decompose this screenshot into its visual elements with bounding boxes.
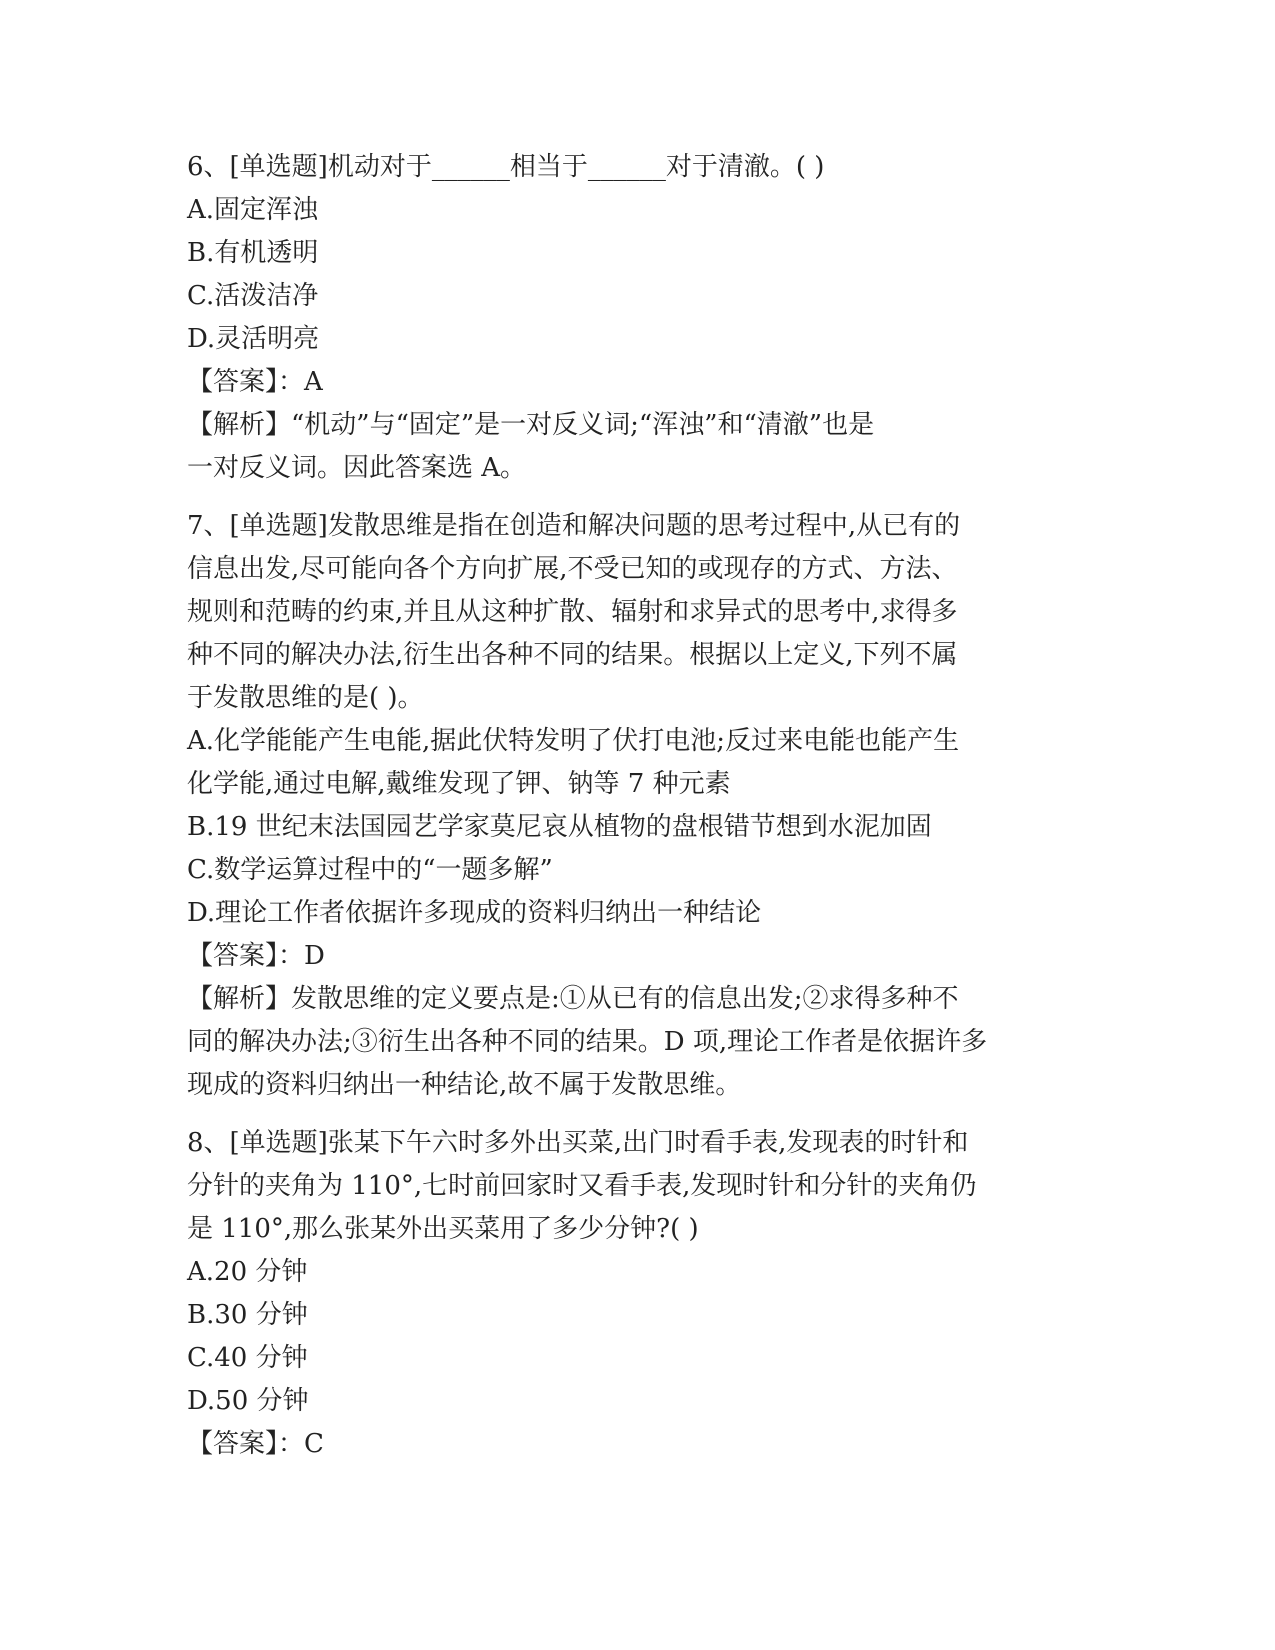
question-stem-line: 规则和范畴的约束,并且从这种扩散、辐射和求异式的思考中,求得多: [187, 597, 958, 627]
option-c: C.40 分钟: [187, 1343, 308, 1373]
question-stem-line: 于发散思维的是( )。: [187, 683, 424, 713]
option-a: A.固定浑浊: [187, 195, 319, 225]
option-d: D.理论工作者依据许多现成的资料归纳出一种结论: [187, 898, 762, 928]
question-stem: 6、[单选题]机动对于______相当于______对于清澈。( ): [187, 152, 825, 182]
answer: 【答案】：D: [187, 941, 325, 971]
option-a-continued: 化学能,通过电解,戴维发现了钾、钠等 7 种元素: [187, 769, 731, 799]
question-stem-line: 是 110°,那么张某外出买菜用了多少分钟?( ): [187, 1214, 699, 1244]
question-stem-line: 8、[单选题]张某下午六时多外出买菜,出门时看手表,发现表的时针和: [187, 1128, 969, 1158]
option-b: B.有机透明: [187, 238, 319, 268]
option-a: A.20 分钟: [187, 1257, 308, 1287]
answer: 【答案】：C: [187, 1429, 324, 1459]
option-c: C.数学运算过程中的“一题多解”: [187, 855, 553, 885]
document-page: [187, 146, 1092, 1481]
option-a: A.化学能能产生电能,据此伏特发明了伏打电池;反过来电能也能产生: [187, 726, 960, 756]
option-d: D.50 分钟: [187, 1386, 309, 1416]
question-stem-line: 分针的夹角为 110°,七时前回家时又看手表,发现时针和分针的夹角仍: [187, 1171, 977, 1201]
question-7: [187, 505, 1092, 1107]
option-b: B.19 世纪末法国园艺学家莫尼哀从植物的盘根错节想到水泥加固: [187, 812, 932, 842]
option-c: C.活泼洁净: [187, 281, 319, 311]
analysis-line: 现成的资料归纳出一种结论,故不属于发散思维。: [187, 1070, 742, 1100]
analysis-line: 同的解决办法;③衍生出各种不同的结果。D 项,理论工作者是依据许多: [187, 1027, 988, 1057]
analysis-line: 一对反义词。因此答案选 A。: [187, 453, 527, 483]
option-d: D.灵活明亮: [187, 324, 320, 354]
question-stem-line: 种不同的解决办法,衍生出各种不同的结果。根据以上定义,下列不属: [187, 640, 958, 670]
analysis-line: 【解析】“机动”与“固定”是一对反义词;“浑浊”和“清澈”也是: [187, 410, 875, 440]
question-stem-line: 信息出发,尽可能向各个方向扩展,不受已知的或现存的方式、方法、: [187, 554, 958, 584]
analysis-line: 【解析】发散思维的定义要点是:①从已有的信息出发;②求得多种不: [187, 984, 959, 1014]
question-stem-line: 7、[单选题]发散思维是指在创造和解决问题的思考过程中,从已有的: [187, 511, 961, 541]
answer: 【答案】：A: [187, 367, 323, 397]
question-6: [187, 146, 1092, 490]
question-8: [187, 1122, 1092, 1466]
option-b: B.30 分钟: [187, 1300, 308, 1330]
